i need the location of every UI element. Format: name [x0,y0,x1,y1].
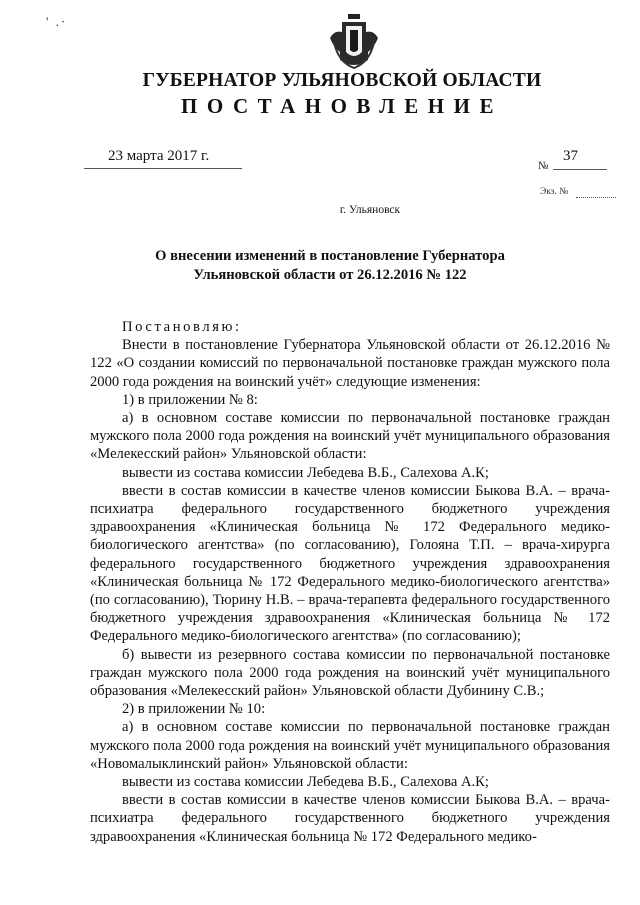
body-lead: Постановляю: [122,319,242,335]
document-type: ПОСТАНОВЛЕНИЕ [181,94,503,118]
body-paragraph: а) в основном составе комиссии по первоначальной постановке граждан мужского пола 2000 года рождения на воинский учёт муниципального образования «Новомалыклинский район» Ульяновской области: [90,719,610,772]
copy-number-label: Экз. № [540,187,569,197]
city: г. Ульяновск [339,204,401,216]
coat-of-arms-icon [328,12,380,72]
subject-line-1: О внесении изменений в постановление Губернатора [155,248,505,264]
document-number: 37 [563,148,578,164]
body-paragraph: б) вывести из резервного состава комиссии по первоначальной постановке граждан мужского пола 2000 года рождения на воинский учёт муниципального образования «Мелекесский район» Ульяновской области Дубинину С.В.; [90,646,610,700]
number-prefix: № [538,160,549,172]
scan-marks: ' .· [46,14,68,29]
date-underline [84,168,242,169]
body-paragraph: 2) в приложении № 10: [122,701,266,718]
copy-number-line [576,197,616,198]
body-paragraph: ввести в состав комиссии в качестве членов комиссии Быкова В.А. – врача-психиатра федерального государственного бюджетного учреждения здравоохранения «Клиническая больница № 172 Федерального медико- [90,792,610,845]
body-paragraph: ввести в состав комиссии в качестве членов комиссии Быкова В.А. – врача-психиатра федерального государственного бюджетного учреждения здравоохранения «Клиническая больница № 172 Федерального медико-биологического агентства» (по согласованию), Голояна Т.П. – врача-хирурга федерального государственного бюджетного учреждения здравоохранения «Клиническая больница № 172 Федерального медико-биологического агентства» (по согласованию), Тюрину Н.В. – врача-терапевта федерального государственного бюджетного учреждения здравоохранения «Клиническая больница № 172 Федерального медико-биологического агентства» (по согласованию); [90,482,610,645]
body-paragraph: 1) в приложении № 8: [122,391,258,408]
document-date: 23 марта 2017 г. [108,148,210,164]
governor-title: ГУБЕРНАТОР УЛЬЯНОВСКОЙ ОБЛАСТИ [142,70,542,91]
document-subject [120,247,540,285]
number-underline [553,169,607,170]
subject-line-2: Ульяновской области от 26.12.2016 № 122 [193,267,467,283]
body-paragraph: Внести в постановление Губернатора Ульяновской области от 26.12.2016 № 122 «О создании комиссий по первоначальной постановке граждан мужского пола 2000 года рождения на воинский учёт» следующие изменения: [90,337,610,390]
body-paragraph: вывести из состава комиссии Лебедева В.Б., Салехова А.К; [122,774,489,791]
body-paragraph: а) в основном составе комиссии по первоначальной постановке граждан мужского пола 2000 года рождения на воинский учёт муниципального образования «Мелекесский район» Ульяновской области: [90,410,610,463]
document-body [90,318,610,846]
body-paragraph: вывести из состава комиссии Лебедева В.Б., Салехова А.К; [122,464,489,481]
